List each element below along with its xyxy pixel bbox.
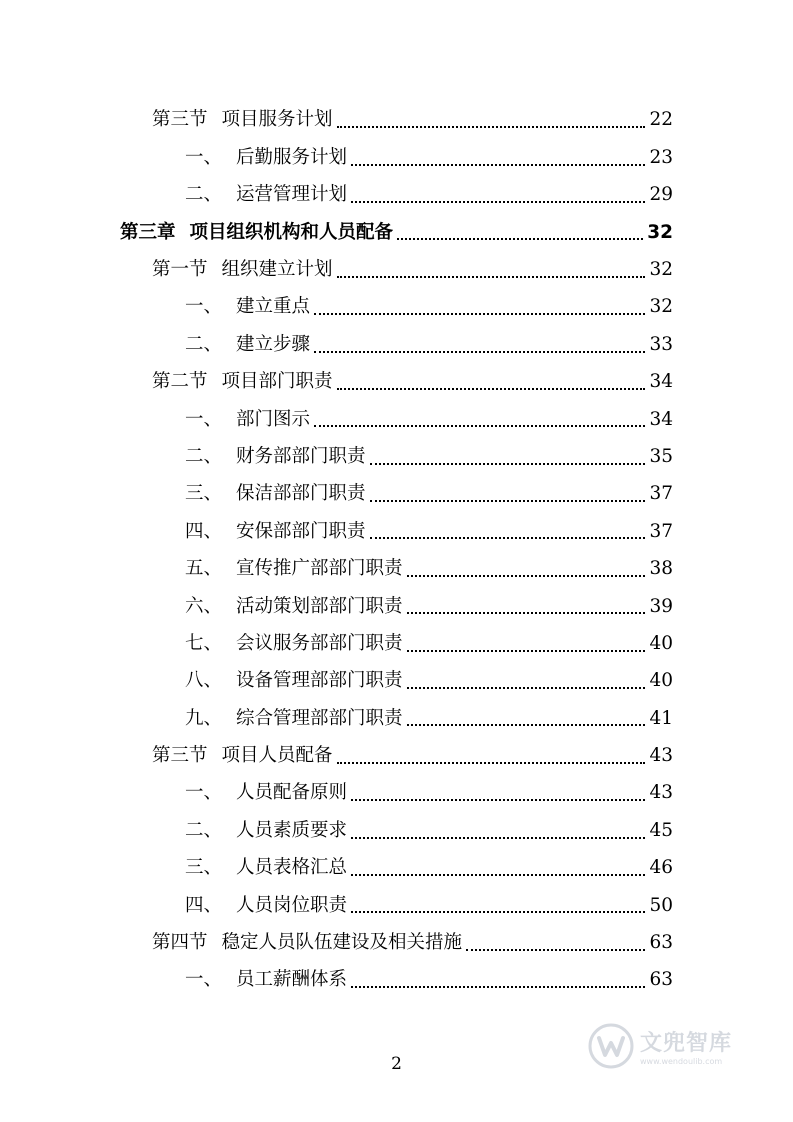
toc-entry-number: 第四节 xyxy=(152,932,208,954)
toc-entry-title: 财务部部门职责 xyxy=(236,445,366,467)
toc-entry-title: 人员素质要求 xyxy=(236,819,348,841)
toc-entry-number: 一、 xyxy=(185,296,223,318)
toc-entry[interactable] xyxy=(0,289,793,326)
toc-entry[interactable] xyxy=(0,850,793,887)
toc-leader-dots xyxy=(351,163,645,166)
toc-entry-number: 第三节 xyxy=(152,109,208,131)
toc-entry-label xyxy=(185,819,349,841)
toc-entry-title: 稳定人员队伍建设及相关措施 xyxy=(221,932,463,954)
toc-entry-title: 人员配备原则 xyxy=(236,782,348,804)
toc-entry-title: 后勤服务计划 xyxy=(236,146,348,168)
toc-leader-dots xyxy=(351,200,645,203)
toc-leader-dots xyxy=(314,424,645,427)
toc-leader-dots xyxy=(407,574,646,577)
toc-entry[interactable] xyxy=(0,962,793,999)
toc-entry-title: 建立重点 xyxy=(236,296,311,318)
toc-entry-page: 41 xyxy=(649,707,673,729)
toc-entry-number: 二、 xyxy=(185,445,223,467)
toc-entry-label xyxy=(120,221,395,243)
toc-entry-label xyxy=(185,298,312,317)
toc-entry-page: 43 xyxy=(649,782,673,804)
page-number: 2 xyxy=(391,1054,402,1074)
toc-entry-label xyxy=(152,261,335,280)
toc-leader-dots xyxy=(370,462,646,465)
toc-entry-page: 50 xyxy=(649,894,673,916)
toc-entry-label xyxy=(185,445,368,467)
toc-entry-number: 二、 xyxy=(185,333,223,355)
toc-entry-label xyxy=(185,707,405,729)
toc-entry-title: 综合管理部部门职责 xyxy=(236,707,403,729)
toc-entry-page: 37 xyxy=(649,520,673,542)
toc-entry[interactable] xyxy=(0,738,793,775)
toc-entry-page: 32 xyxy=(649,259,673,280)
toc-entry-title: 人员岗位职责 xyxy=(236,894,348,916)
toc-entry-title: 活动策划部部门职责 xyxy=(236,595,403,617)
toc-entry[interactable] xyxy=(0,925,793,962)
toc-entry-number: 三、 xyxy=(185,857,223,879)
toc-entry-page: 46 xyxy=(649,857,673,879)
toc-entry-number: 五、 xyxy=(185,558,223,580)
toc-entry-page: 32 xyxy=(647,221,673,243)
toc-entry[interactable] xyxy=(0,177,793,214)
toc-entry-title: 建立步骤 xyxy=(236,333,311,355)
toc-entry[interactable] xyxy=(0,775,793,812)
toc-entry-page: 63 xyxy=(649,932,673,954)
toc-entry-label xyxy=(152,934,464,953)
toc-entry-number: 二、 xyxy=(185,184,223,206)
toc-entry-page: 33 xyxy=(649,333,673,355)
toc-entry-number: 二、 xyxy=(185,819,223,841)
toc-leader-dots xyxy=(351,873,645,876)
toc-entry-number: 第三节 xyxy=(152,745,208,767)
toc-entry-label xyxy=(185,333,312,355)
toc-entry-page: 29 xyxy=(649,184,673,206)
w-logo-icon xyxy=(588,1023,634,1069)
toc-entry-page: 35 xyxy=(649,445,673,467)
toc-entry[interactable] xyxy=(0,551,793,588)
watermark-title: 文兜智库 xyxy=(640,1031,733,1056)
toc-entry-title: 员工薪酬体系 xyxy=(236,969,348,991)
toc-entry-title: 会议服务部部门职责 xyxy=(236,632,403,654)
toc-entry-label xyxy=(185,672,405,691)
toc-entry[interactable] xyxy=(0,401,793,438)
toc-entry-title: 组织建立计划 xyxy=(221,259,333,280)
toc-entry-title: 人员表格汇总 xyxy=(236,857,348,879)
toc-entry[interactable] xyxy=(0,513,793,550)
toc-leader-dots xyxy=(337,761,646,764)
toc-entry-title: 项目组织机构和人员配备 xyxy=(189,221,394,243)
toc-leader-dots xyxy=(337,275,646,278)
toc-entry[interactable] xyxy=(0,476,793,513)
toc-entry[interactable] xyxy=(0,663,793,700)
toc-entry-page: 32 xyxy=(649,296,673,318)
toc-leader-dots xyxy=(337,387,646,390)
toc-entry[interactable] xyxy=(0,588,793,625)
toc-entry-label xyxy=(185,560,405,579)
toc-entry-title: 宣传推广部部门职责 xyxy=(236,558,403,580)
toc-entry[interactable] xyxy=(0,439,793,476)
toc-entry-number: 四、 xyxy=(185,520,223,542)
toc-entry-label xyxy=(185,485,368,504)
toc-entry-label xyxy=(185,408,312,430)
toc-entry[interactable] xyxy=(0,102,793,139)
toc-entry-page: 38 xyxy=(649,558,673,580)
toc-entry-page: 34 xyxy=(649,371,673,393)
toc-entry-title: 项目人员配备 xyxy=(221,745,333,767)
toc-entry-page: 40 xyxy=(649,632,673,654)
toc-entry[interactable] xyxy=(0,700,793,737)
toc-entry-page: 39 xyxy=(649,595,673,617)
toc-entry-title: 运营管理计划 xyxy=(236,184,348,206)
toc-entry-number: 三、 xyxy=(185,483,223,505)
watermark-url: www.wendoulib.com xyxy=(640,1057,723,1066)
toc-entry-label xyxy=(185,784,349,803)
toc-leader-dots xyxy=(407,686,646,689)
toc-entry-page: 34 xyxy=(649,408,673,430)
toc-entry-label xyxy=(152,373,335,392)
toc-entry-number: 一、 xyxy=(185,408,223,430)
toc-entry[interactable] xyxy=(0,625,793,662)
toc-entry-number: 四、 xyxy=(185,894,223,916)
toc-leader-dots xyxy=(351,798,645,801)
toc-entry-label xyxy=(185,632,405,654)
toc-leader-dots xyxy=(351,836,645,839)
toc-entry-label xyxy=(185,520,368,542)
toc-entry-page: 23 xyxy=(649,146,673,168)
toc-entry-page: 43 xyxy=(649,745,673,767)
toc-entry-title: 安保部部门职责 xyxy=(236,520,366,542)
toc-entry[interactable] xyxy=(0,887,793,924)
watermark xyxy=(588,1018,758,1074)
toc-entry-number: 一、 xyxy=(185,782,223,804)
toc-entry[interactable] xyxy=(0,812,793,849)
toc-entry-label xyxy=(185,894,349,916)
toc-entry-page: 37 xyxy=(649,483,673,505)
table-of-contents xyxy=(0,102,793,999)
toc-leader-dots xyxy=(314,312,645,315)
toc-entry-title: 项目部门职责 xyxy=(221,371,333,393)
toc-entry[interactable] xyxy=(0,326,793,363)
toc-entry-number: 八、 xyxy=(185,670,223,692)
toc-entry-page: 40 xyxy=(649,670,673,692)
toc-leader-dots xyxy=(351,910,645,913)
toc-entry-label xyxy=(185,146,349,168)
toc-entry-title: 保洁部部门职责 xyxy=(236,483,366,505)
toc-leader-dots xyxy=(407,723,646,726)
toc-entry-page: 22 xyxy=(649,109,673,131)
toc-entry-title: 设备管理部部门职责 xyxy=(236,670,403,692)
toc-entry-label xyxy=(185,595,405,617)
toc-entry-number: 一、 xyxy=(185,969,223,991)
toc-entry-title: 项目服务计划 xyxy=(221,109,333,131)
toc-entry-number: 九、 xyxy=(185,707,223,729)
toc-entry-page: 45 xyxy=(649,819,673,841)
toc-leader-dots xyxy=(370,499,646,502)
toc-leader-dots xyxy=(337,125,646,128)
toc-entry[interactable] xyxy=(0,139,793,176)
toc-leader-dots xyxy=(407,611,646,614)
toc-entry-number: 第一节 xyxy=(152,259,208,280)
toc-entry-number: 第二节 xyxy=(152,371,208,393)
toc-entry-number: 七、 xyxy=(185,632,223,654)
toc-entry-label xyxy=(185,186,349,205)
toc-entry[interactable] xyxy=(0,252,793,289)
toc-entry-number: 一、 xyxy=(185,146,223,168)
toc-entry-number: 第三章 xyxy=(120,221,176,243)
toc-entry-title: 部门图示 xyxy=(236,408,311,430)
toc-entry-number: 六、 xyxy=(185,595,223,617)
toc-leader-dots xyxy=(370,536,646,539)
toc-entry-label xyxy=(152,111,335,130)
toc-leader-dots xyxy=(314,350,645,353)
toc-entry-page: 63 xyxy=(649,969,673,991)
toc-entry[interactable] xyxy=(0,364,793,401)
toc-entry-label xyxy=(185,971,349,990)
toc-leader-dots xyxy=(397,237,643,240)
toc-entry-label xyxy=(152,747,335,766)
toc-leader-dots xyxy=(407,649,646,652)
toc-entry-label xyxy=(185,859,349,878)
toc-leader-dots xyxy=(351,985,645,988)
toc-entry[interactable] xyxy=(0,214,793,251)
toc-leader-dots xyxy=(466,948,645,951)
